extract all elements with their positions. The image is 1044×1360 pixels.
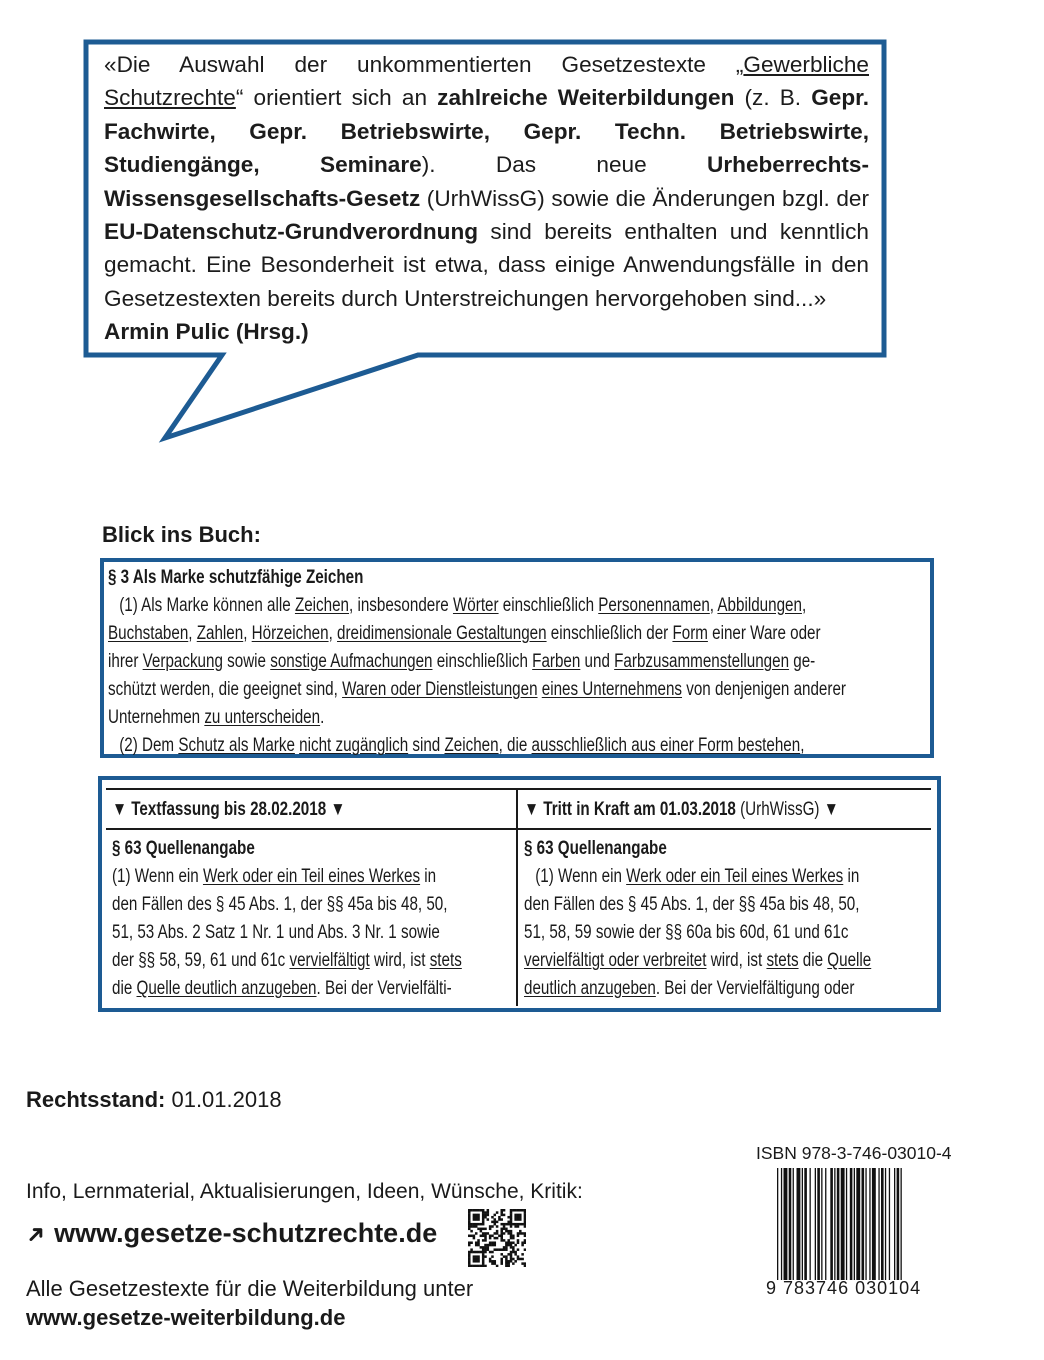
excerpt-heading: § 3 Als Marke schutzfähige Zeichen bbox=[108, 567, 364, 588]
section-title: Blick ins Buch: bbox=[102, 522, 261, 547]
excerpt-line-3: ihrer Verpackung sowie sonstige Aufmachungen einschließlich Farben und Farbzusammenstellungen ge- bbox=[108, 651, 816, 672]
right-line-4: vervielfältigt oder verbreitet wird, ist stets die Quelle bbox=[524, 950, 872, 971]
right-line-2: den Fällen des § 45 Abs. 1, der §§ 45a bis 48, 50, bbox=[524, 894, 860, 915]
excerpt-line-4: schützt werden, die geeignet sind, Waren oder Dienstleistungen eines Unternehmens von denjenigen anderer bbox=[108, 679, 846, 700]
right-heading: § 63 Quellenangabe bbox=[524, 838, 667, 859]
left-line-3: 51, 53 Abs. 2 Satz 1 Nr. 1 und Abs. 3 Nr. 1 sowie bbox=[112, 922, 440, 943]
excerpt-line-1: (1) Als Marke können alle Zeichen, insbesondere Wörter einschließlich Personennamen, Abbildungen, bbox=[119, 595, 807, 616]
rechtsstand: Rechtsstand: 01.01.2018 bbox=[26, 1087, 282, 1112]
info-text: Info, Lernmaterial, Aktualisierungen, Ideen, Wünsche, Kritik: bbox=[26, 1180, 583, 1203]
left-line-2: den Fällen des § 45 Abs. 1, der §§ 45a bis 48, 50, bbox=[112, 894, 448, 915]
right-line-5: deutlich anzugeben. Bei der Vervielfältigung oder bbox=[524, 978, 855, 999]
right-line-1: (1) Wenn ein Werk oder ein Teil eines Werkes in bbox=[535, 866, 860, 887]
isbn-label: ISBN 978-3-746-03010-4 bbox=[756, 1143, 952, 1163]
right-column-header: ▼ Tritt in Kraft am 01.03.2018 (UrhWissG) ▼ bbox=[524, 799, 839, 820]
barcode-icon bbox=[777, 1168, 935, 1280]
left-column-text bbox=[112, 835, 496, 1003]
left-line-1: (1) Wenn ein Werk oder ein Teil eines Werkes in bbox=[112, 866, 437, 887]
website-link[interactable]: ➜www.gesetze-schutzrechte.de bbox=[19, 1217, 438, 1252]
quote-author: Armin Pulic (Hrsg.) bbox=[104, 319, 309, 345]
arrow-up-right-icon: ➜ bbox=[19, 1217, 53, 1252]
left-heading: § 63 Quellenangabe bbox=[112, 838, 255, 859]
table-column-divider bbox=[516, 788, 518, 1006]
excerpt-line-2: Buchstaben, Zahlen, Hörzeichen, dreidimensionale Gestaltungen einschließlich der Form einer Ware oder bbox=[108, 623, 821, 644]
quote-text: «Die Auswahl der unkommentierten Gesetzestexte „Gewerbliche Schutzrechte“ orientiert sich an zahlreiche Weiterbildungen (z. B. Gepr. Fachwirte, Gepr. Betriebswirte, Gepr. Techn. Betriebswirte, Studiengänge, Seminare). Das neue Urheberrechts-Wissensgesellschafts-Gesetz (UrhWissG) sowie die Änderungen bzgl. der EU-Datenschutz-Grundverordnung sind bereits enthalten und kenntlich gemacht. Eine Besonderheit ist etwa, dass einige Anwendungsfälle in den Gesetzestexten bereits durch Unterstreichungen hervorgehoben sind...» Armin Pulic (Hrsg.) bbox=[104, 48, 869, 349]
table-header-rule bbox=[106, 828, 931, 830]
left-line-4: der §§ 58, 59, 61 und 61c vervielfältigt wird, ist stets bbox=[112, 950, 462, 971]
right-line-3: 51, 58, 59 sowie der §§ 60a bis 60d, 61 und 61c bbox=[524, 922, 849, 943]
excerpt-line-5: Unternehmen zu unterscheiden. bbox=[108, 707, 325, 728]
weiterbildung-link[interactable]: www.gesetze-weiterbildung.de bbox=[26, 1305, 346, 1330]
ean-digits: 9 783746 030104 bbox=[766, 1278, 922, 1298]
table-top-rule bbox=[106, 788, 931, 790]
right-column-text bbox=[524, 835, 908, 1003]
left-column-header: ▼ Textfassung bis 28.02.2018 ▼ bbox=[112, 799, 346, 820]
qr-code-icon bbox=[468, 1209, 526, 1267]
excerpt-line-6: (2) Dem Schutz als Marke nicht zugänglich sind Zeichen, die ausschließlich aus einer Form bestehen, bbox=[119, 735, 805, 756]
weiterbildung-text: Alle Gesetzestexte für die Weiterbildung unter bbox=[26, 1276, 474, 1301]
excerpt-text bbox=[108, 564, 904, 760]
left-line-5: die Quelle deutlich anzugeben. Bei der Vervielfälti- bbox=[112, 978, 452, 999]
